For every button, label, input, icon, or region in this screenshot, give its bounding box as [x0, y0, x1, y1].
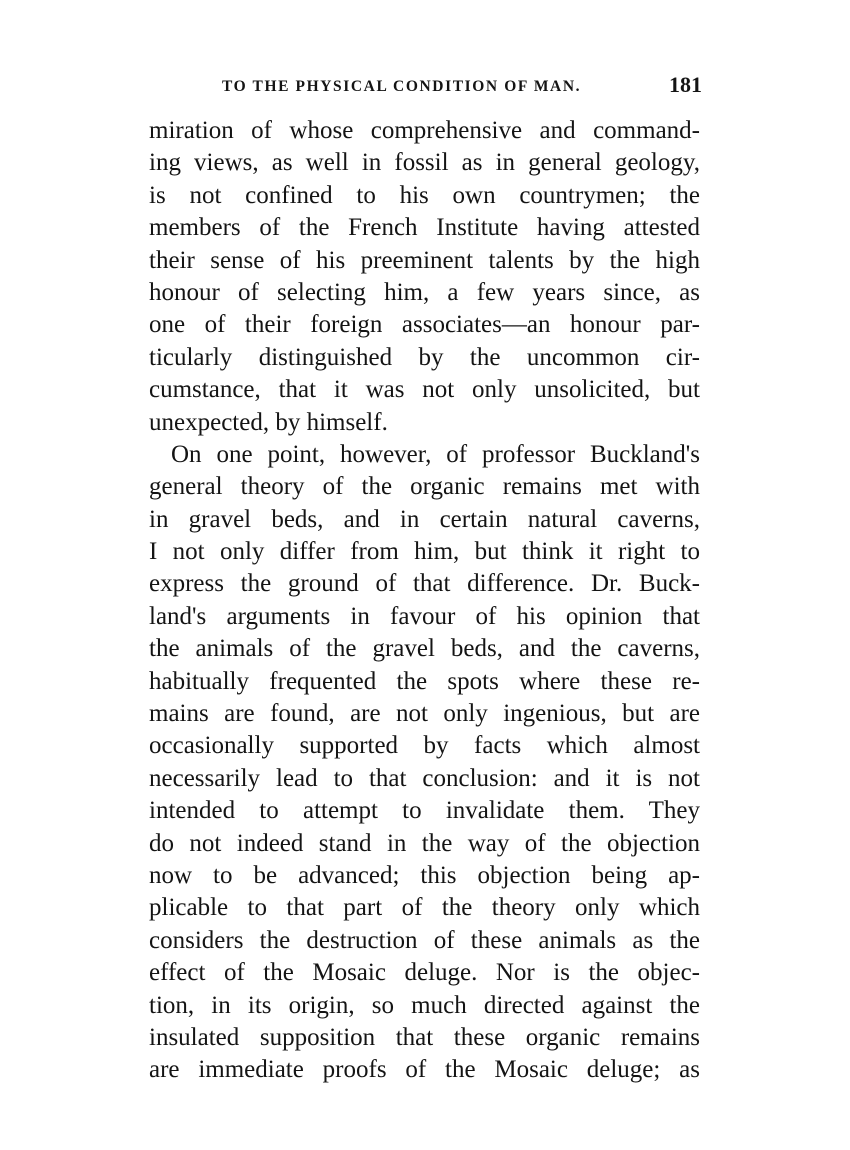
text-line: general theory of the organic remains met with: [149, 473, 700, 501]
text-line: occasionally supported by facts which almost: [149, 732, 700, 760]
text-line: land's arguments in favour of his opinion that: [149, 602, 700, 630]
text-line: unexpected, by himself.: [149, 408, 388, 436]
text-line: is not confined to his own countrymen; the: [149, 181, 700, 209]
text-line: mains are found, are not only ingenious, but are: [149, 700, 700, 728]
text-line: members of the French Institute having attested: [149, 214, 700, 242]
text-line: cumstance, that it was not only unsolicited, but: [149, 376, 700, 404]
text-line: miration of whose comprehensive and command-: [149, 117, 700, 144]
text-line: express the ground of that difference. Dr. Buck-: [149, 570, 700, 598]
text-line: habitually frequented the spots where these re-: [149, 667, 700, 695]
text-line: intended to attempt to invalidate them. They: [149, 797, 700, 825]
running-title: TO THE PHYSICAL CONDITION OF MAN.: [222, 78, 582, 95]
text-line: do not indeed stand in the way of the objection: [149, 829, 700, 857]
text-line: the animals of the gravel beds, and the caverns,: [149, 635, 700, 663]
text-line: I not only differ from him, but think it right to: [149, 538, 700, 566]
body-text: [149, 115, 700, 1087]
text-line: considers the destruction of these animals as the: [149, 926, 700, 954]
text-line: insulated supposition that these organic remains: [149, 1023, 700, 1051]
running-header: [222, 72, 704, 104]
text-line: ing views, as well in fossil as in general geology,: [149, 149, 700, 177]
text-line: plicable to that part of the theory only which: [149, 894, 700, 922]
text-line: in gravel beds, and in certain natural caverns,: [149, 505, 700, 533]
paragraph: [149, 115, 700, 439]
text-line: one of their foreign associates—an honour par-: [149, 311, 700, 339]
text-line: On one point, however, of professor Buckland's: [171, 440, 700, 468]
page-number: 181: [669, 72, 702, 97]
text-line: necessarily lead to that conclusion: and it is not: [149, 764, 700, 792]
text-line: are immediate proofs of the Mosaic deluge; as: [149, 1056, 700, 1084]
text-line: effect of the Mosaic deluge. Nor is the objec-: [149, 959, 700, 987]
text-line: ticularly distinguished by the uncommon cir-: [149, 343, 700, 371]
text-line: their sense of his preeminent talents by the high: [149, 246, 700, 274]
text-line: honour of selecting him, a few years since, as: [149, 278, 700, 306]
text-line: tion, in its origin, so much directed against the: [149, 991, 700, 1019]
paragraph: [149, 439, 700, 1087]
text-line: now to be advanced; this objection being ap-: [149, 861, 700, 889]
